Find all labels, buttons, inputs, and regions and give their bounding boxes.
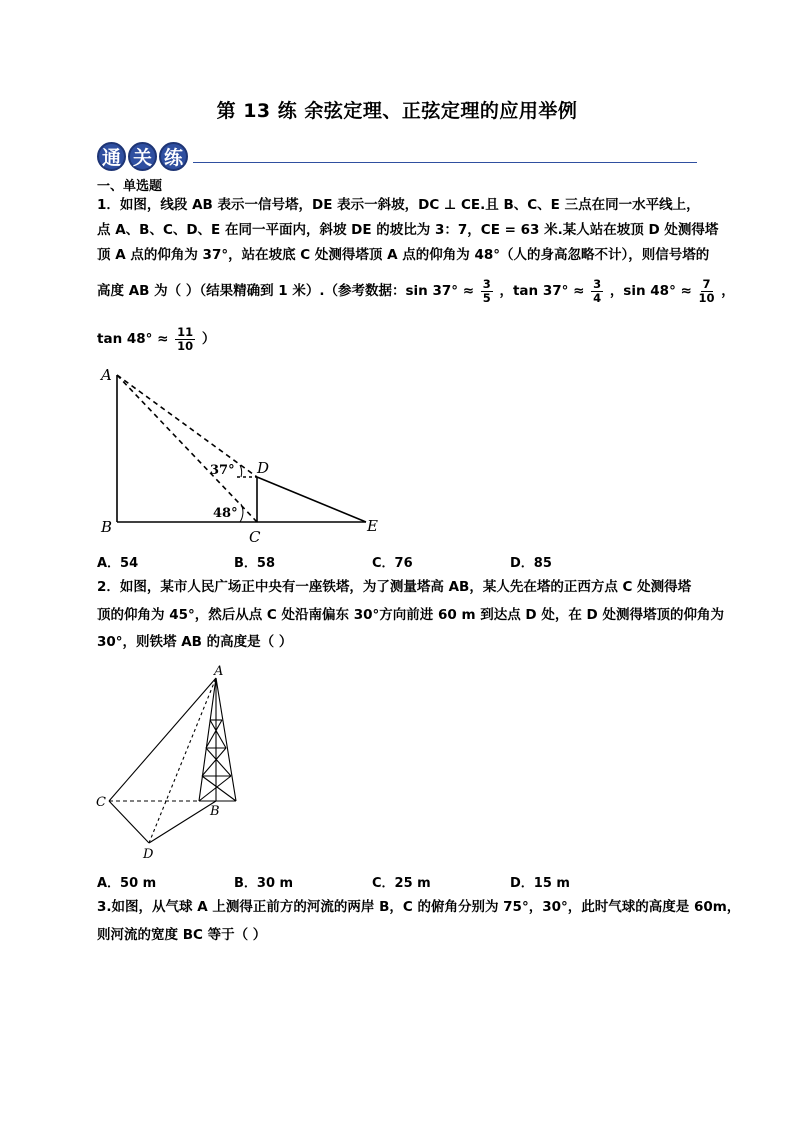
section-heading: 一、单选题	[97, 179, 163, 194]
slope-de	[257, 477, 366, 522]
q2-line2: 顶的仰角为 45°，然后从点 C 处沿南偏东 30°方向前进 60 m 到达点 D 处，在 D 处测得塔顶的仰角为	[97, 607, 724, 623]
q1-sep: ，	[721, 283, 735, 299]
page-title: 第 13 练 余弦定理、正弦定理的应用举例	[216, 100, 578, 122]
q1-option-b[interactable]: B．58	[234, 556, 275, 571]
q1-option-a[interactable]: A．54	[97, 556, 139, 571]
q2-option-b[interactable]: B．30 m	[234, 876, 294, 891]
line-da	[149, 678, 216, 843]
fraction: $\frac{7}{10}$	[698, 276, 715, 305]
badge-char: 练	[159, 142, 188, 171]
q2-line1: 2．如图，某市人民广场正中央有一座铁塔，为了测量塔高 AB，某人先在塔的正西方点 C 处测得塔	[97, 579, 692, 595]
label-c: C	[96, 795, 106, 810]
fraction: $\frac{11}{10}$	[177, 324, 194, 353]
label-a: A	[101, 366, 112, 384]
q1-line1: 1．如图，线段 AB 表示一信号塔，DE 表示一斜坡，DC ⊥ CE.且 B、C、E 三点在同一水平线上，	[97, 197, 700, 213]
q2-line3: 30°，则铁塔 AB 的高度是（ ）	[97, 634, 293, 650]
label-b: B	[101, 518, 113, 536]
q1-line5-end: ）	[201, 331, 216, 347]
line-db	[149, 801, 216, 843]
q1-line4-text: 高度 AB 为（ ）（结果精确到 1 米）.（参考数据：sin 37° ≈	[97, 283, 475, 299]
angle-label-48: 48°	[213, 506, 238, 521]
q3-line1: 3.如图，从气球 A 上测得正前方的河流的两岸 B，C 的俯角分别为 75°，30°，此时气球的高度是 60m，	[97, 899, 741, 915]
q1-option-d[interactable]: D．85	[510, 556, 552, 571]
q2-option-c[interactable]: C．25 m	[372, 876, 431, 891]
label-a: A	[214, 664, 224, 679]
label-d: D	[257, 459, 270, 477]
fraction: $\frac{3}{5}$	[482, 276, 491, 305]
q1-line5-text: tan 48° ≈	[97, 331, 169, 347]
q1-line3: 顶 A 点的仰角为 37°，站在坡底 C 处测得塔顶 A 点的仰角为 48°（人的身高忽略不计），则信号塔的	[97, 247, 710, 263]
label-d: D	[143, 847, 154, 862]
angle-label-37: 37°	[210, 463, 235, 478]
label-c: C	[249, 528, 261, 546]
tower-lattice	[199, 678, 236, 801]
fraction: $\frac{3}{4}$	[593, 276, 602, 305]
label-b: B	[210, 804, 220, 819]
line-cd	[109, 801, 149, 843]
badge-char: 关	[128, 142, 157, 171]
label-e: E	[367, 517, 378, 535]
badge-char: 通	[97, 142, 126, 171]
q1-sep: ，tan 37° ≈	[499, 283, 585, 299]
q1-option-c[interactable]: C．76	[372, 556, 413, 571]
q3-line2: 则河流的宽度 BC 等于（ ）	[97, 927, 267, 943]
sight-line-ac	[117, 375, 257, 522]
line-ca	[109, 678, 216, 801]
q1-sep: ，sin 48° ≈	[609, 283, 692, 299]
sight-line-ad	[117, 375, 257, 477]
angle-arc-d	[240, 465, 242, 477]
q1-line2: 点 A、B、C、D、E 在同一平面内，斜坡 DE 的坡比为 3：7，CE = 63 米.某人站在坡顶 D 处测得塔	[97, 222, 719, 238]
q2-option-d[interactable]: D．15 m	[510, 876, 570, 891]
q2-option-a[interactable]: A．50 m	[97, 876, 157, 891]
